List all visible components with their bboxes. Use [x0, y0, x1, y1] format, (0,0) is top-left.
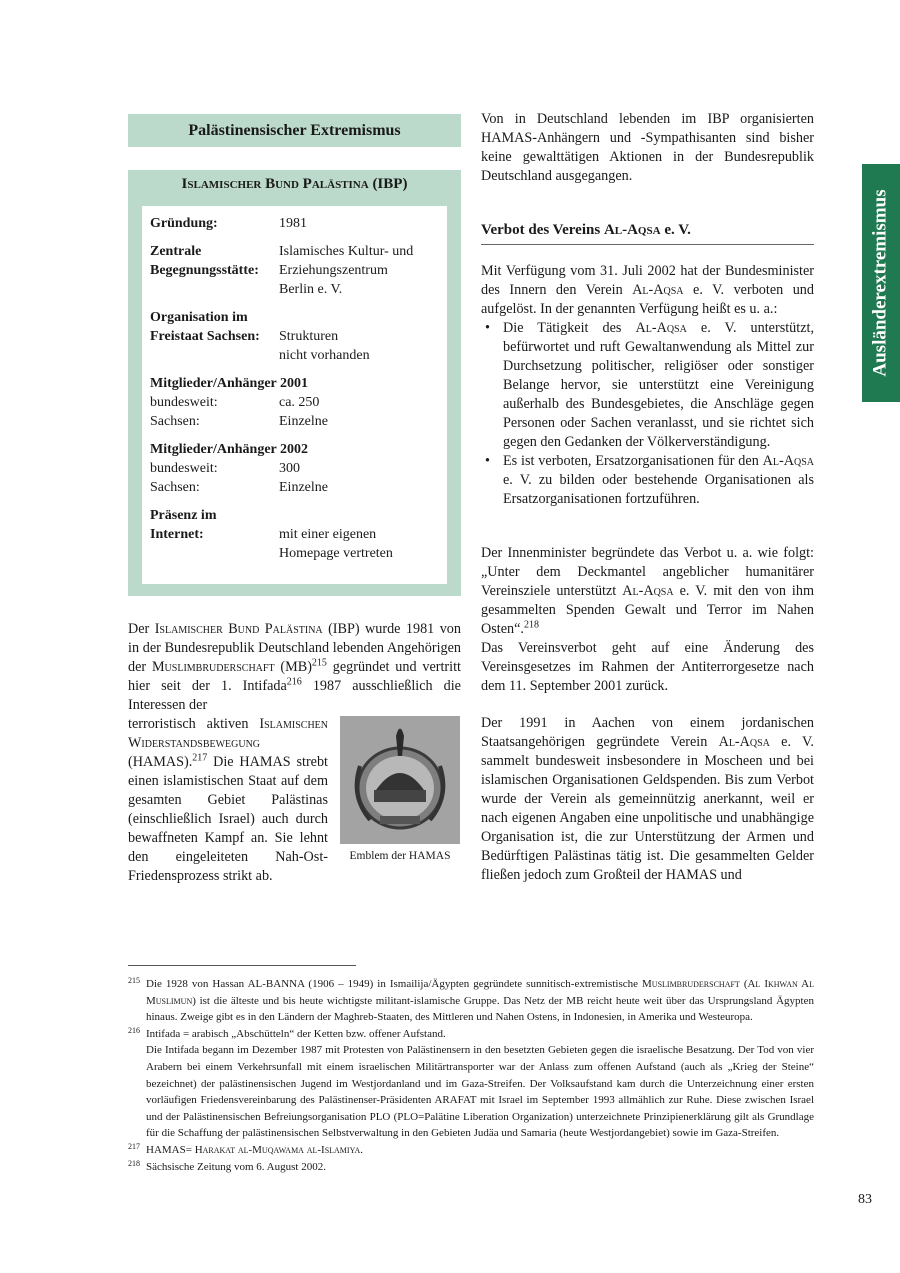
section-title: Palästinensischer Extremismus — [128, 114, 461, 147]
vereinsgesetz-paragraph: Das Vereinsverbot geht auf eine Änderung des Vereinsgesetzes im Rahmen der Antiterrorgesetze nach dem 11. September 2001 zurück. — [481, 640, 814, 694]
info-row-sachsen-2002: Sachsen: Einzelne — [150, 480, 328, 495]
footnote-217: 217 HAMAS= Harakat al-Muqawama al-Islamiya. — [128, 1141, 364, 1156]
footnote-215: 215 Die 1928 von Hassan AL-BANNA (1906 – 1949) in Ismailija/Ägypten gegründete sunnitisch-extremistische Muslimbruderschaft (Al Ikhwan Al Muslimun) ist die älteste und bis heute wichtigste militant-islamische Gruppe. Das Netz der MB reicht heute weit über das Ursprungsland Ägypten hinaus. Zweige gibt es in den Ländern der Maghreb-Staaten, des Mittleren und Nahen Ostens, in Indonesien, in Amerika und Westeuropa. — [128, 976, 815, 1024]
footnote-216: 216 Intifada = arabisch „Abschütteln“ der Ketten bzw. offener Aufstand. — [128, 1025, 446, 1040]
footnote-ref-217[interactable]: 217 — [192, 752, 208, 764]
emblem-caption: Emblem der HAMAS — [349, 850, 451, 862]
footnote-218: 218 Sächsische Zeitung vom 6. August 2002. — [128, 1158, 326, 1173]
info-box-content — [142, 206, 447, 584]
aachen-paragraph: Der 1991 in Aachen von einem jordanischen Staatsangehörigen gegründete Verein Al-Aqsa e. V. sammelt bundesweit insbesondere in Moscheen und bei islamischen Organisationen Geldspenden. Bis zum Verbot wurde der Verein als gemeinnützig anerkannt, weil er nach eigenen Angaben eine unpolitische und unabhängige Organisation ist, die zur Unterstützung der Armen und Bedürftigen Palästinas tätig ist. Die gesammelten Gelder fließen jedoch zum Großteil der HAMAS und — [481, 715, 814, 883]
page-number: 83 — [858, 1192, 872, 1207]
footnote-ref-215[interactable]: 215 — [311, 657, 327, 669]
mitglieder-2001-heading: Mitglieder/Anhänger 2001 — [150, 376, 309, 391]
info-row-praesenz: Präsenz im Internet: mit einer eigenen Homepage vertreten — [150, 508, 393, 561]
hamas-emblem-image — [340, 716, 460, 844]
info-row-sachsen-2001: Sachsen: Einzelne — [150, 414, 328, 429]
verbot-bullet-list — [481, 319, 814, 509]
chapter-tab[interactable]: Ausländerextremismus — [862, 164, 900, 402]
emblem-icon — [340, 716, 460, 844]
info-row-bundesweit-2001: bundesweit: ca. 250 — [150, 395, 320, 410]
ibp-paragraph: Der Islamischer Bund Palästina (IBP) wurde 1981 von in der Bundesrepublik Deutschland lebenden Angehörigen der Muslimbruderschaft (MB)$^{215}$ gegründet und vertritt hier seit der 1. Intifada$^{216}$ 1987 ausschließlich die Interessen der — [128, 621, 461, 713]
footnotes — [128, 976, 814, 1175]
footnote-216-continued: Die Intifada begann im Dezember 1987 mit Protesten von Palästinensern in den besetzten Gebieten gegen die israelische Besatzung. Der Tod von vier Arabern bei einem Verkehrsunfall mit einem israelischen Militärtransporter war der Anlass zum offenen Aufstand (auch als „Krieg der Steine“ bezeichnet) der palästinensischen Jugend im Westjordanland und im Gaza-Streifen. Der Volksaufstand kam durch die Unterzeichnung einer ersten vorläufigen Friedensvereinbarung des Palästinenser-Präsidenten ARAFAT mit Israel im September 1993 allmählich zur Ruhe. Diese zwischen Israel und der Palästinensischen Befreiungsorganisation PLO (PLO=Palätine Liberation Organization) unterzeichnete Prinzipienerklärung gilt als Grundlage für die Schaffung der palästinensischen Selbstverwaltung in den Gebieten Judäa und Samaria (heute Westjordangebiet) sowie im Gaza-Streifen. — [146, 1044, 814, 1140]
verbot-paragraph: Mit Verfügung vom 31. Juli 2002 hat der Bundesminister des Innern den Verein Al-Aqsa e. V. verboten und aufgelöst. In der genannten Verfügung heißt es u. a.: — [481, 263, 814, 317]
list-item: • Es ist verboten, Ersatzorganisationen für den Al-Aqsa e. V. zu bilden oder bestehende Organisationen als Ersatzorganisationen fortzuführen. — [481, 452, 814, 509]
list-item: • Die Tätigkeit des Al-Aqsa e. V. unterstützt, befürwortet und ruft Gewaltanwendung als Mittel zur Durchsetzung politischer, religiöser oder sonstiger Belange hervor, sie unterstützt eine Vereinigung außerhalb des Bundesgebietes, die Anschläge gegen Personen oder Sachen veranlasst, und sie richtet sich gegen den Gedanken der Völkerverständigung. — [481, 319, 814, 452]
info-row-gruendung: Gründung: 1981 — [150, 216, 307, 231]
verbot-section — [481, 262, 814, 509]
intro-paragraph: Von in Deutschland lebenden im IBP organisierten HAMAS-Anhängern und -Sympathisanten sind bisher keine gewalttätigen Aktionen in der Bundesrepublik Deutschland ausgegangen. — [481, 111, 814, 184]
hamas-paragraph: terroristisch aktiven Islamischen Widerstandsbewegung (HAMAS).$^{217}$ Die HAMAS strebt einen islamistischen Staat auf dem gesamten Gebiet Palästinas (einschließlich Israel) auch durch bewaffneten Kampf an. Sie lehnt den eingeleiteten Nah-Ost-Friedensprozess strikt ab. — [128, 716, 328, 884]
info-row-organisation: Organisation im Freistaat Sachsen: Strukturen nicht vorhanden — [150, 310, 370, 363]
footnote-ref-218[interactable]: 218 — [523, 619, 539, 631]
mitglieder-2002-heading: Mitglieder/Anhänger 2002 — [150, 442, 309, 457]
info-box-title: Islamischer Bund Palästina (IBP) — [181, 176, 408, 192]
info-row-bundesweit-2002: bundesweit: 300 — [150, 461, 300, 476]
verbot-heading: Verbot des Vereins Al-Aqsa e. V. — [481, 222, 814, 245]
footnote-ref-216[interactable]: 216 — [286, 676, 302, 688]
info-row-zentrale: Zentrale Begegnungsstätte: Islamisches Kultur- und Erziehungszentrum Berlin e. V. — [150, 244, 414, 297]
innenminister-paragraph: Der Innenminister begründete das Verbot u. a. wie folgt: „Unter dem Deckmantel angeblicher humanitärer Vereinsziele unterstützt Al-Aqsa e. V. mit den von ihm gesammelten Spenden Gewalt und Terror im Nahen Osten“.$^{218}$ Das Vereinsverbot geht auf eine Änderung des Vereinsgesetzes im Rahmen der Antiterrorgesetze nach dem 11. September 2001 zurück. — [481, 545, 814, 694]
footnote-divider — [128, 965, 356, 966]
info-box — [128, 170, 461, 596]
